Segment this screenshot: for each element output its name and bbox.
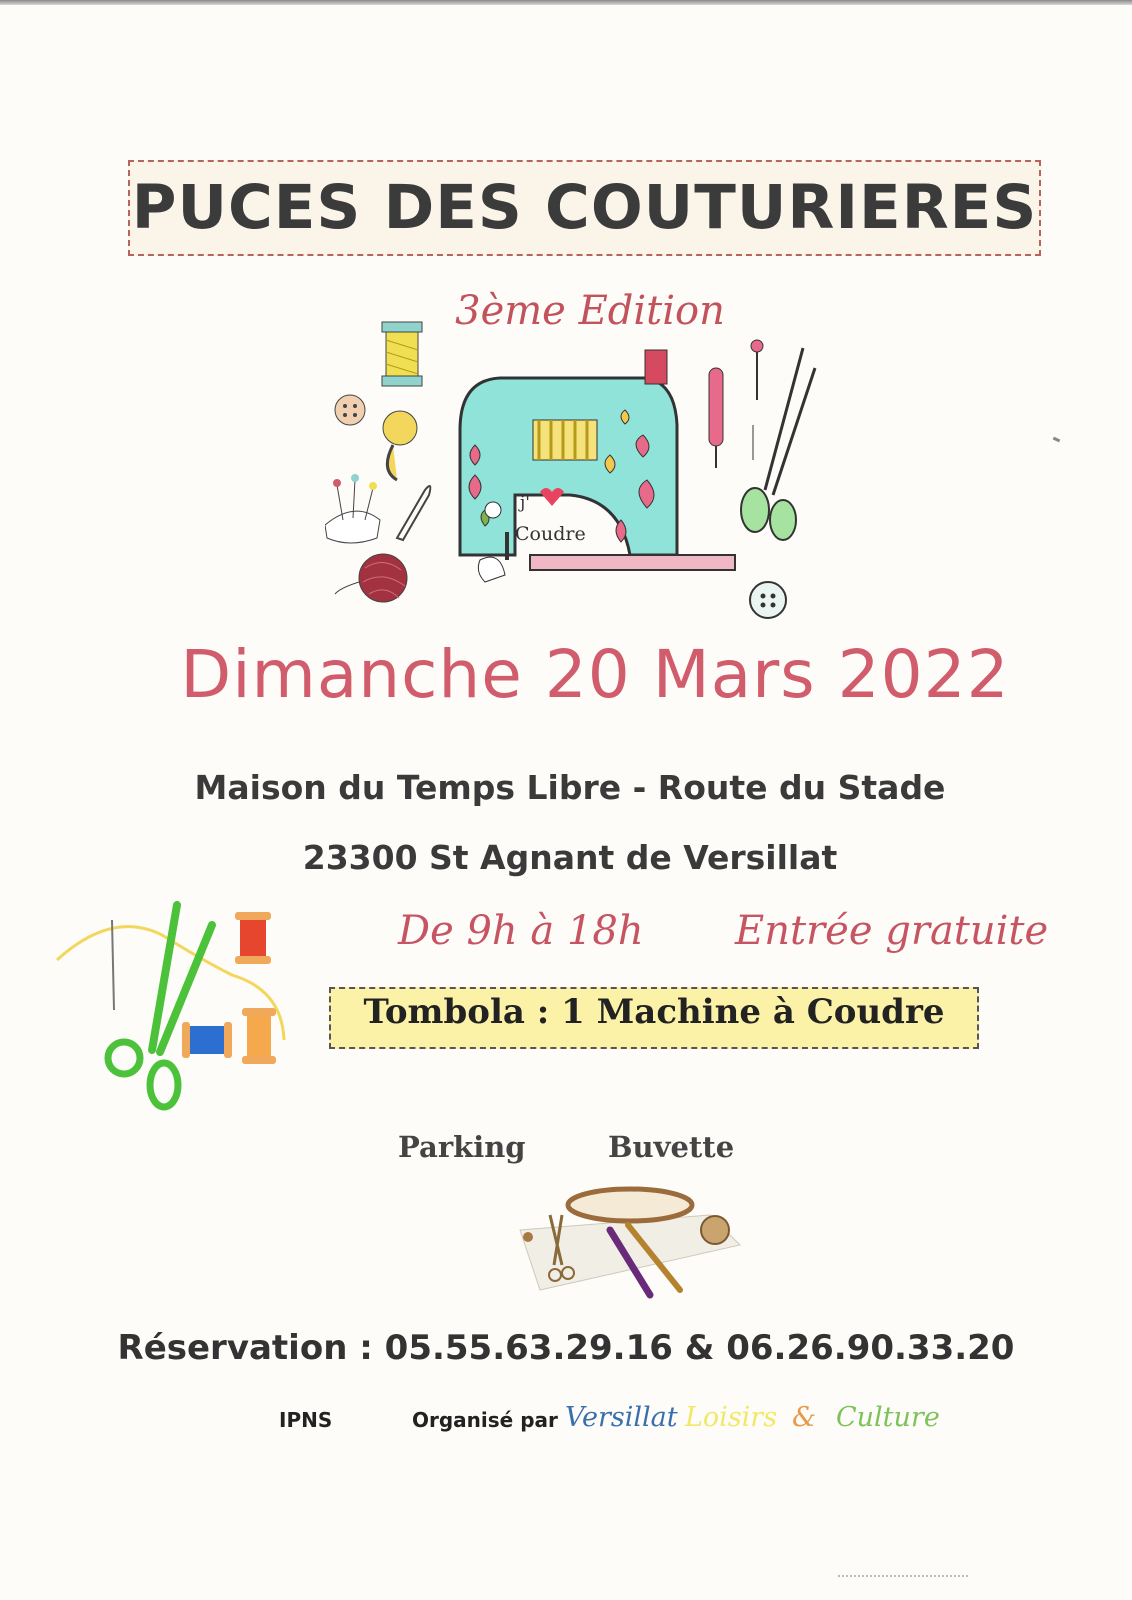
opening-hours: De 9h à 18h: [398, 908, 644, 954]
org-word-versillat: Versillat: [565, 1402, 678, 1433]
button-icon-2: [750, 582, 786, 618]
footer: [0, 1402, 1132, 1442]
ipns-label: IPNS: [279, 1408, 333, 1432]
org-word-loisirs: Loisirs: [685, 1402, 778, 1433]
scan-top-edge: [0, 0, 1132, 5]
parking-label: Parking: [398, 1130, 526, 1164]
machine-label-1: j': [520, 493, 530, 513]
sewing-machine-icon: [460, 350, 735, 582]
embroidery-illustration: [510, 1185, 745, 1310]
event-date: Dimanche 20 Mars 2022: [180, 636, 1010, 713]
bar-label: Buvette: [608, 1130, 735, 1164]
org-ampersand: &: [792, 1402, 817, 1433]
needle-icon: [112, 920, 114, 1010]
pins-icon: [751, 340, 763, 460]
reservation-phones: Réservation : 05.55.63.29.16 & 06.26.90.33.20: [117, 1328, 1015, 1368]
sewing-machine-illustration: [325, 320, 845, 640]
red-spool-icon: [235, 912, 271, 964]
thimble-icon: [523, 1232, 533, 1242]
seam-ripper-icon: [709, 368, 723, 468]
yarn-ball-icon: [335, 554, 407, 602]
thread-spool-icon: [382, 322, 422, 386]
orange-spool-icon: [242, 1008, 276, 1064]
scissors-icon: [741, 348, 815, 540]
sewing-tools-illustration: [52, 900, 292, 1120]
scan-dots: [838, 1575, 968, 1579]
edition-label: 3ème Edition: [455, 288, 725, 334]
measuring-tape-icon: [701, 1216, 729, 1244]
scan-speck: [1053, 437, 1061, 443]
blue-spool-icon: [182, 1022, 232, 1058]
machine-label-2: Coudre: [515, 523, 586, 545]
venue-line: Maison du Temps Libre - Route du Stade: [194, 768, 946, 807]
organized-by-label: Organisé par: [412, 1408, 558, 1432]
raffle-text: Tombola : 1 Machine à Coudre: [363, 992, 945, 1032]
embroidery-hoop-icon: [568, 1189, 692, 1221]
entry-fee: Entrée gratuite: [735, 908, 1049, 954]
org-word-culture: Culture: [836, 1402, 940, 1433]
postal-address-line: 23300 St Agnant de Versillat: [302, 838, 838, 877]
poster-title: PUCES DES COUTURIERES: [131, 172, 1038, 243]
pin-cushion-icon: [325, 474, 380, 543]
safety-pin-icon: [397, 486, 430, 540]
tape-measure-icon: [383, 411, 417, 480]
button-icon: [335, 395, 365, 425]
